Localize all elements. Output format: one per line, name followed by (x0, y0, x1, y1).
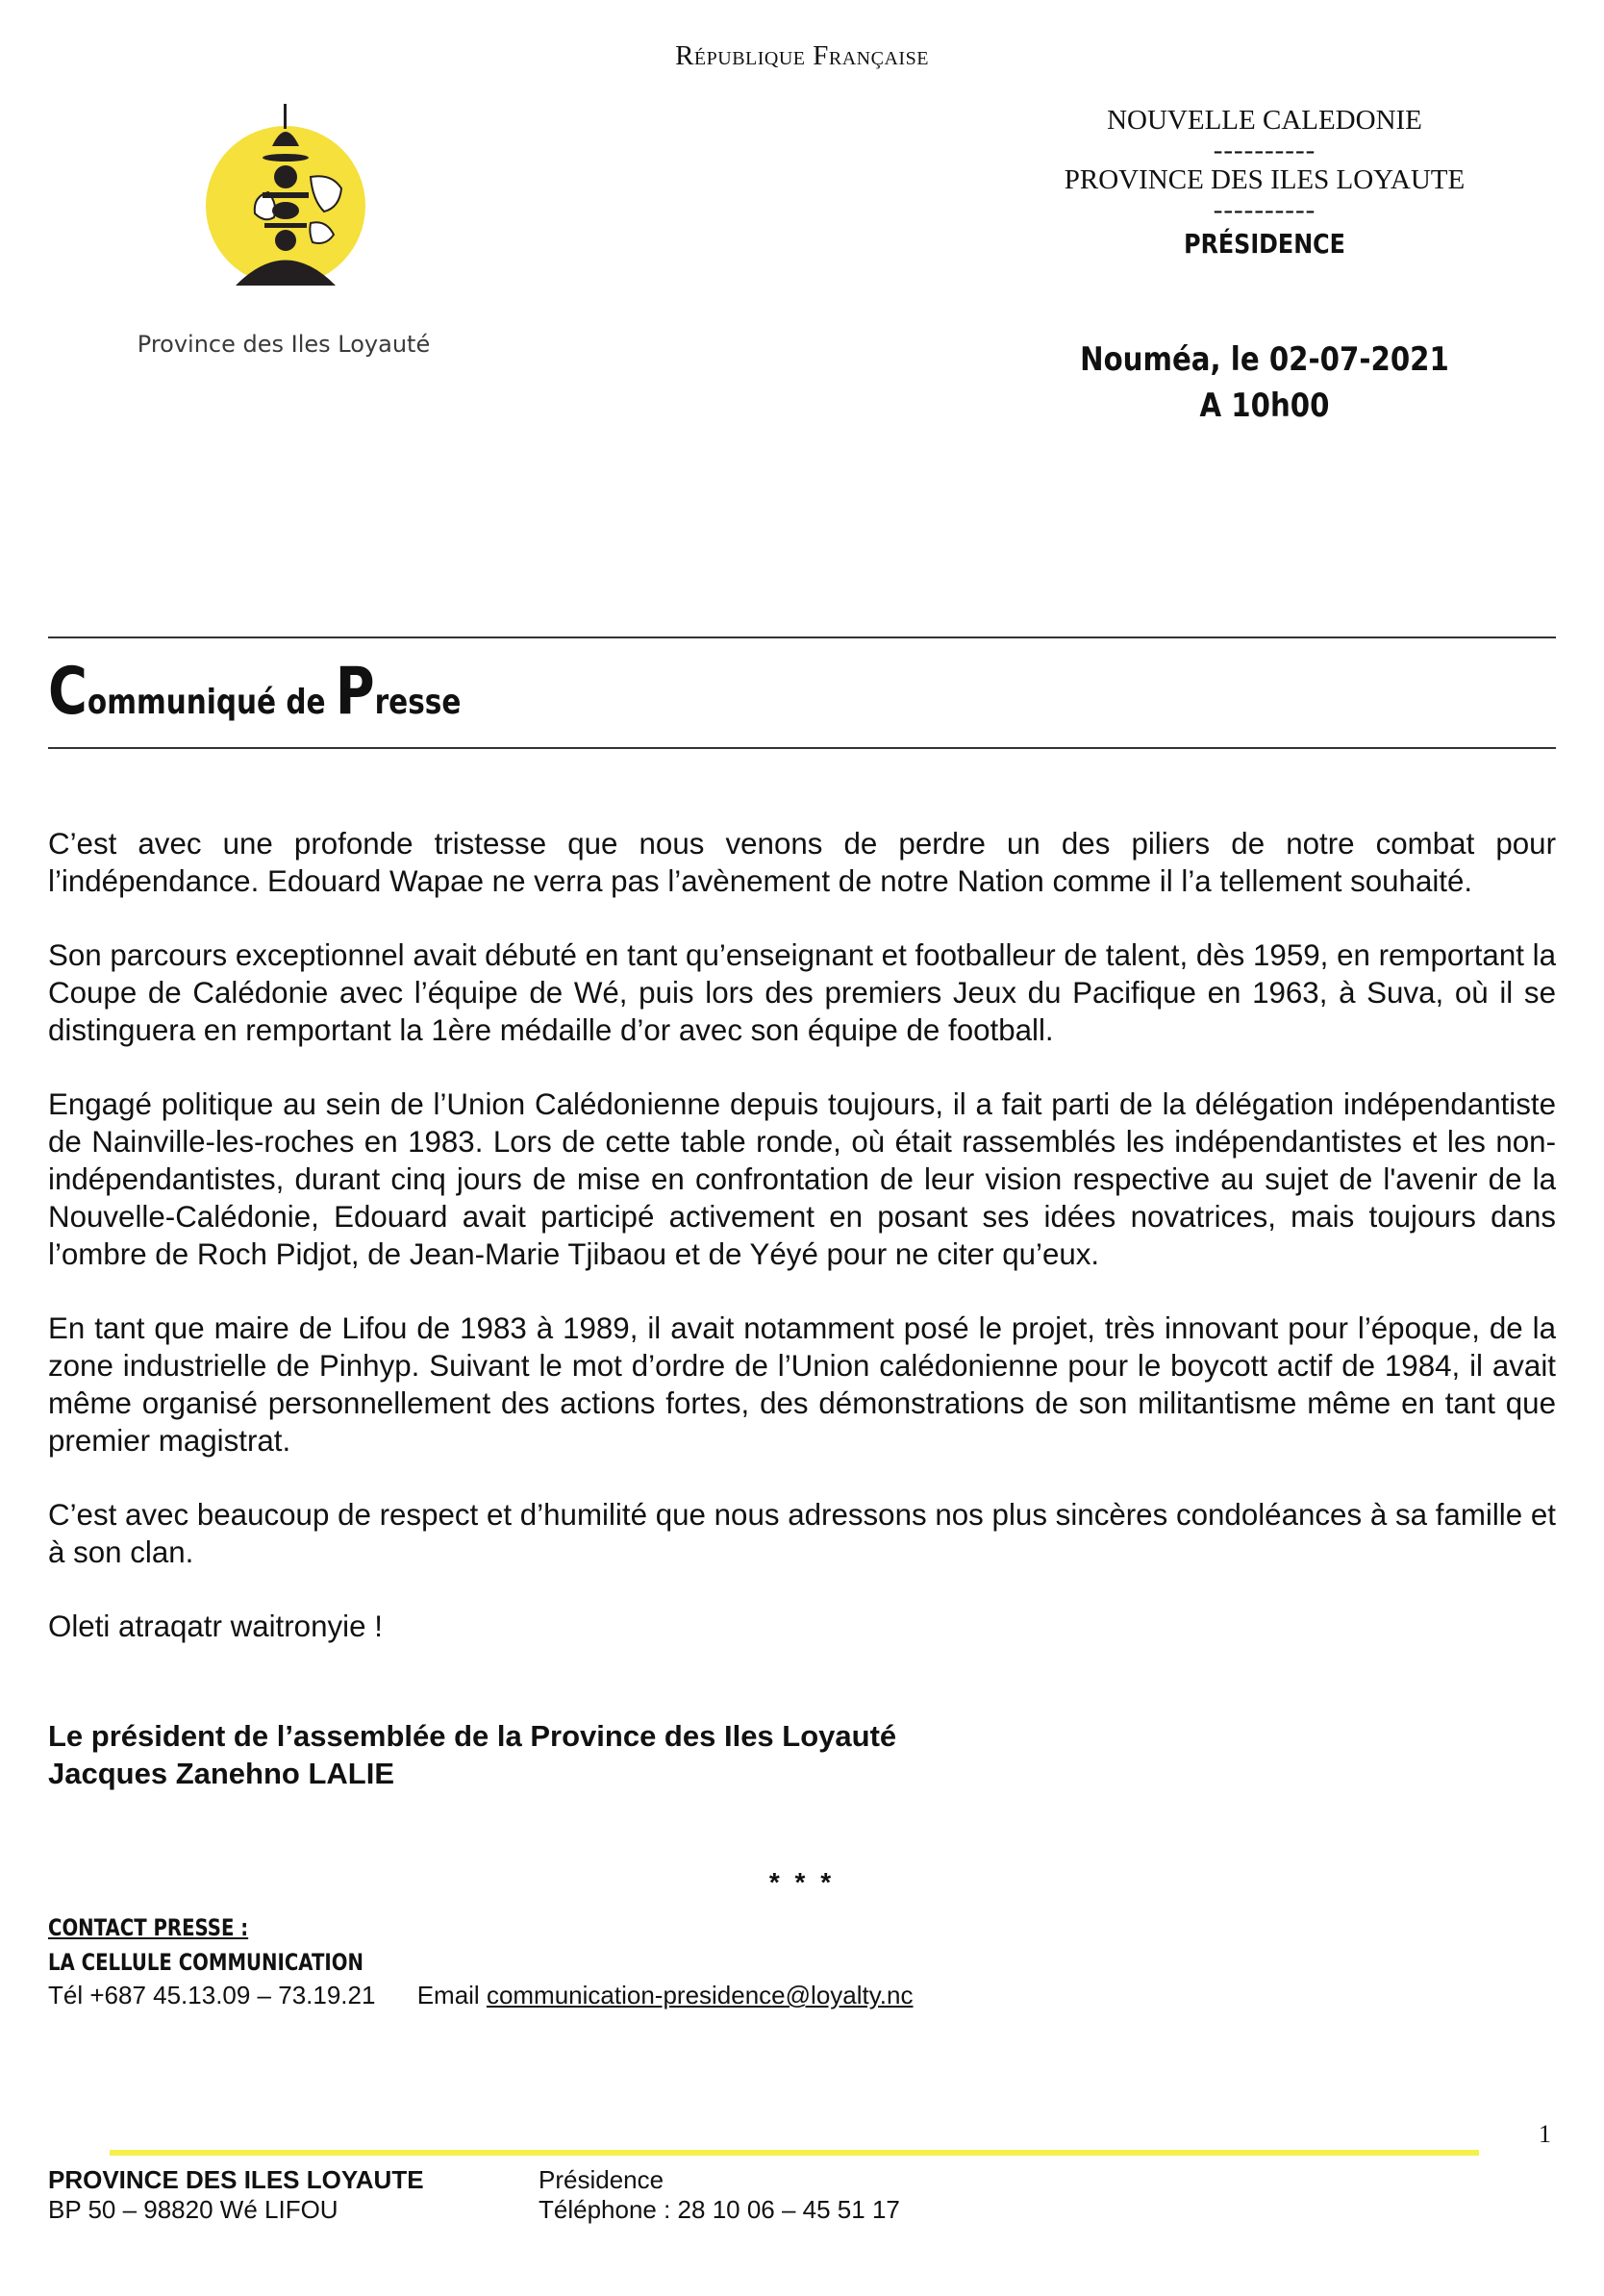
contact-team: LA CELLULE COMMUNICATION (48, 1949, 363, 1976)
signature-block (48, 1717, 896, 1792)
body-paragraph: Son parcours exceptionnel avait débuté en tant qu’enseignant et footballeur de talent, dès 1959, en remportant la Coupe de Calédonie avec l’équipe de Wé, puis lors des premiers Jeux du Pacifique en 1963, à Suva, où il se distinguera en remportant la 1ère médaille d’or avec son équipe de football. (48, 938, 1556, 1047)
date-line: Nouméa, le 02-07-2021 (1080, 340, 1449, 379)
date-block (1054, 337, 1476, 429)
title-rule-bottom (48, 747, 1556, 749)
title-part-2: resse (374, 683, 462, 722)
body-paragraph: En tant que maire de Lifou de 1983 à 1989, il avait notamment posé le projet, très innovant pour l’époque, de la zone industrielle de Pinhyp. Suivant le mot d’ordre de l’Union calédonienne pour le boycott actif de 1984, il avait même organisé personnellement des actions fortes, des démonstrations de son militantisme même en tant que premier magistrat. (48, 1311, 1556, 1458)
admin-separator: ---------- (1213, 135, 1316, 165)
page-title (48, 654, 461, 730)
time-line: A 10h00 (1199, 387, 1330, 425)
title-initial-p: P (335, 654, 375, 730)
footer-bar (110, 2150, 1479, 2156)
press-release-body (48, 825, 1556, 1682)
footer-telephone: Téléphone : 28 10 06 – 45 51 17 (539, 2195, 900, 2224)
footer-address (48, 2165, 424, 2225)
title-initial-c: C (48, 654, 88, 730)
title-part-1: ommuniqué de (87, 683, 336, 722)
contact-phone: Tél +687 45.13.09 – 73.19.21 (48, 1981, 376, 2009)
admin-line-territory: NOUVELLE CALEDONIE (1107, 105, 1422, 136)
presidence-label: PRÉSIDENCE (1184, 228, 1345, 260)
page-number: 1 (1539, 2120, 1551, 2148)
email-label: Email (416, 1981, 480, 2009)
republique-heading: République Française (675, 40, 929, 71)
signature-title: Le président de l’assemblée de la Province des Iles Loyauté (48, 1719, 897, 1753)
section-separator: * * * (768, 1867, 836, 1897)
body-paragraph: Oleti atraqatr waitronyie ! (48, 1610, 383, 1643)
contact-label: CONTACT PRESSE : (48, 1914, 249, 1941)
contact-details (48, 1981, 914, 2010)
title-rule-top (48, 636, 1556, 638)
footer-contact (539, 2165, 900, 2225)
logo-caption: Province des Iles Loyauté (137, 331, 431, 358)
administration-block (1019, 106, 1510, 259)
body-paragraph: C’est avec beaucoup de respect et d’humilité que nous adressons nos plus sincères condoléances à sa famille et à son clan. (48, 1498, 1556, 1569)
body-paragraph: C’est avec une profonde tristesse que nous venons de perdre un des piliers de notre combat pour l’indépendance. Edouard Wapae ne verra pas l’avènement de notre Nation comme il l’a tellement souhaité. (48, 827, 1556, 898)
province-logo (197, 100, 375, 304)
footer-postal-address: BP 50 – 98820 Wé LIFOU (48, 2195, 338, 2224)
contact-block (48, 1910, 363, 1980)
admin-line-province: PROVINCE DES ILES LOYAUTE (1064, 164, 1466, 195)
admin-separator: ---------- (1213, 194, 1316, 225)
body-paragraph: Engagé politique au sein de l’Union Calédonienne depuis toujours, il a fait parti de la délégation indépendantiste de Nainville-les-roches en 1983. Lors de cette table ronde, où était rassemblés les indépendantistes et les non-indépendantistes, durant cinq jours de mise en confrontation de leur vision respective au sujet de l'avenir de la Nouvelle-Calédonie, Edouard avait participé activement en posant ses idées novatrices, mais toujours dans l’ombre de Roch Pidjot, de Jean-Marie Tjibaou et de Yéyé pour ne citer qu’eux. (48, 1087, 1556, 1271)
email-link[interactable]: communication-presidence@loyalty.nc (486, 1981, 914, 2009)
footer-department: Présidence (539, 2165, 664, 2194)
signature-name: Jacques Zanehno LALIE (48, 1757, 395, 1790)
footer-org: PROVINCE DES ILES LOYAUTE (48, 2165, 424, 2194)
